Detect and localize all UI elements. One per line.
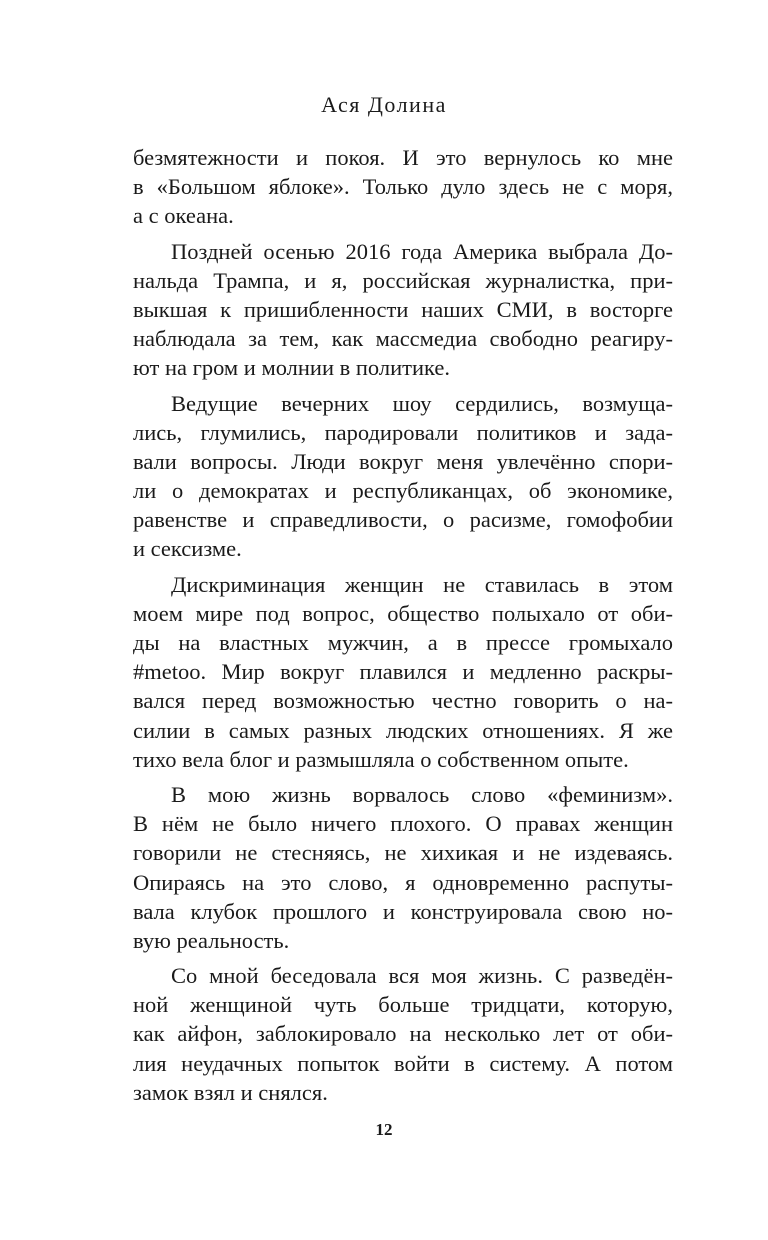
text-line: наблюдала за тем, как массмедиа свободно реагиру- <box>133 326 673 352</box>
paragraph <box>133 389 673 564</box>
paragraph <box>133 237 673 383</box>
paragraph <box>133 780 673 955</box>
text-line: вался перед возможностью честно говорить о на- <box>133 688 673 714</box>
text-line: В нём не было ничего плохого. О правах женщин <box>133 811 673 837</box>
text-line: силии в самых разных людских отношениях. Я же <box>133 717 673 743</box>
text-line: Ведущие вечерних шоу сердились, возмуща- <box>171 390 673 416</box>
paragraph <box>133 143 673 231</box>
text-line: #metoo. Мир вокруг плавился и медленно раскры- <box>133 659 673 685</box>
text-line: В мою жизнь ворвалось слово «феминизм». <box>171 781 673 807</box>
text-line: выкшая к пришибленности наших СМИ, в восторге <box>133 296 673 322</box>
page-number: 12 <box>375 1120 393 1139</box>
text-line: моем мире под вопрос, общество полыхало от оби- <box>133 600 673 626</box>
body-text <box>133 143 673 1113</box>
text-line: и сексизме. <box>133 536 242 562</box>
text-line: тихо вела блог и размышляла о собственном опыте. <box>133 746 629 772</box>
text-line: говорили не стесняясь, не хихикая и не издеваясь. <box>133 840 673 866</box>
text-line: вую реальность. <box>133 927 290 953</box>
text-line: безмятежности и покоя. И это вернулось ко мне <box>133 145 673 170</box>
text-line: Поздней осенью 2016 года Америка выбрала До- <box>171 238 673 264</box>
text-line: равенстве и справедливости, о расизме, гомофобии <box>133 507 673 533</box>
text-line: Опираясь на это слово, я одновременно распуты- <box>133 869 673 895</box>
paragraph <box>133 570 673 774</box>
text-line: замок взял и снялся. <box>133 1079 328 1105</box>
text-line: вала клубок прошлого и конструировала свою но- <box>133 898 673 924</box>
text-line: вали вопросы. Люди вокруг меня увлечённо спори- <box>133 448 673 474</box>
text-line: ды на властных мужчин, а в прессе громыхало <box>133 630 673 655</box>
text-line: как айфон, заблокировало на несколько лет от оби- <box>133 1021 673 1047</box>
text-line: Дискриминация женщин не ставилась в этом <box>171 571 673 597</box>
text-line: а с океана. <box>133 203 234 229</box>
text-line: Со мной беседовала вся моя жизнь. С разведён- <box>171 963 673 989</box>
paragraph <box>133 961 673 1107</box>
text-line: ли о демократах и республиканцах, об экономике, <box>133 478 673 504</box>
text-line: лия неудачных попыток войти в систему. А потом <box>133 1050 673 1076</box>
text-line: нальда Трампа, и я, российская журналистка, при- <box>133 267 673 293</box>
running-header: Ася Долина <box>321 92 447 117</box>
text-line: ной женщиной чуть больше тридцати, которую, <box>133 992 673 1018</box>
text-line: ют на гром и молнии в политике. <box>133 355 450 381</box>
text-line: в «Большом яблоке». Только дуло здесь не с моря, <box>133 174 673 200</box>
text-line: лись, глумились, пародировали политиков и зада- <box>133 419 673 445</box>
